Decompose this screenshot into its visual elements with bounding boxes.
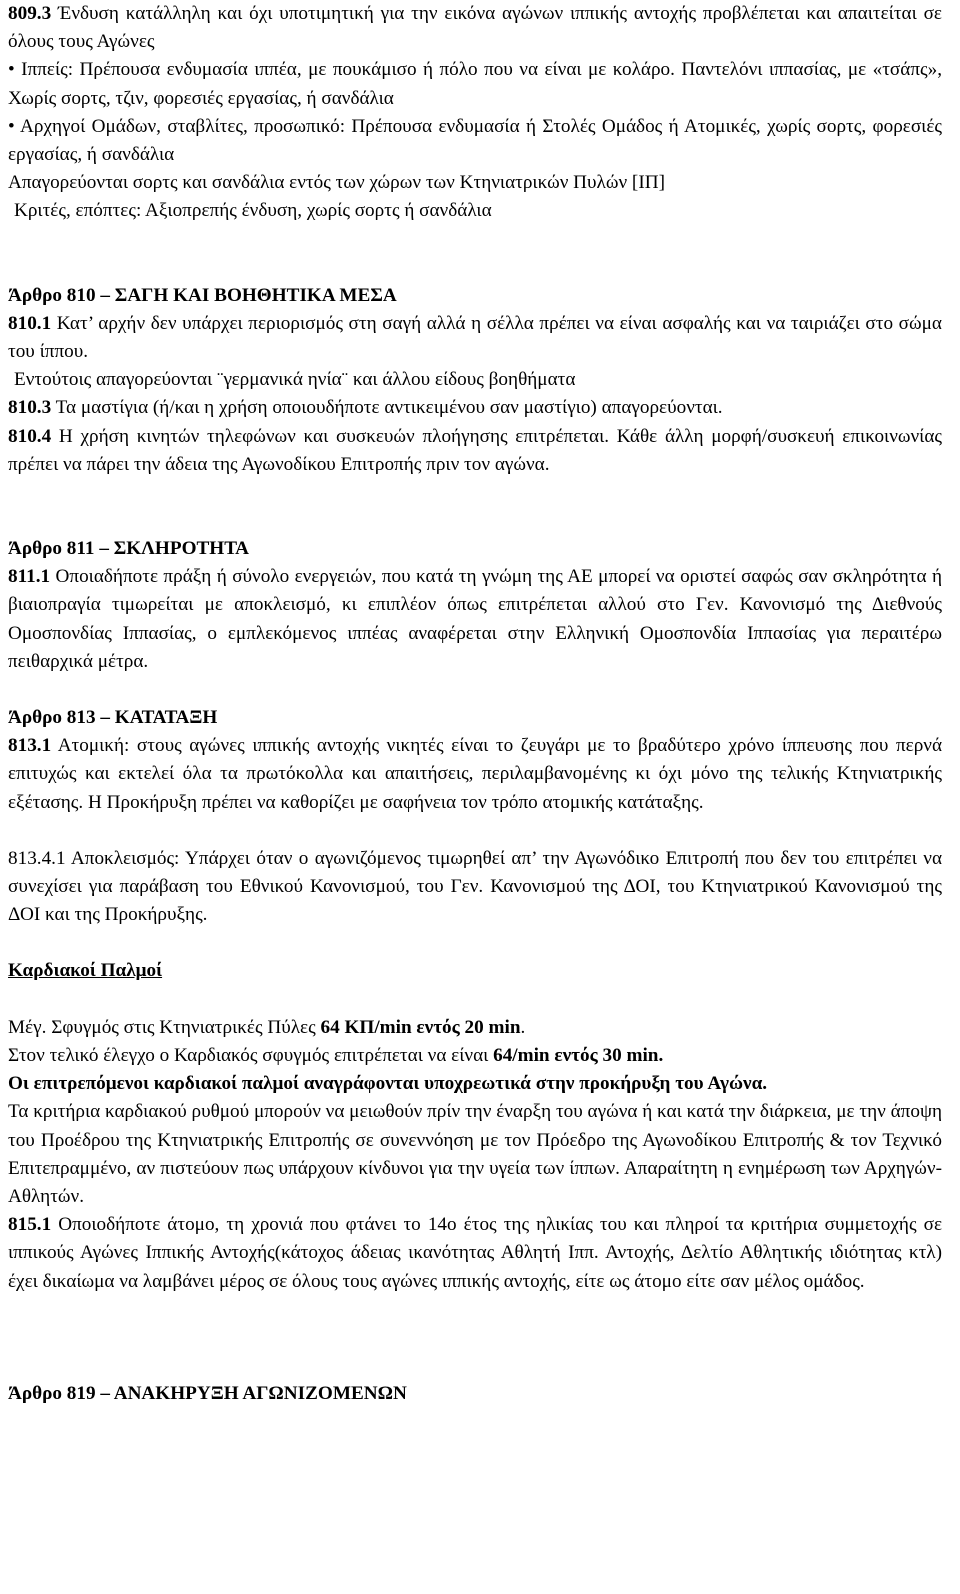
article-810-title: Άρθρο 810 – ΣΑΓΗ ΚΑΙ ΒΟΗΘΗΤΙΚΑ ΜΕΣΑ — [8, 284, 397, 306]
bullet-glyph: • — [8, 115, 21, 137]
paragraph-810-3 — [8, 394, 942, 422]
bullet-label: Ιππείς: — [21, 59, 74, 81]
paragraph-815-1 — [8, 1211, 942, 1296]
bullet-riders — [8, 56, 942, 112]
paragraph-810-1 — [8, 310, 942, 366]
clause-text: Ένδυση κατάλληλη και όχι υποτιμητική για την εικόνα αγώνων ιππικής αντοχής προβλέπεται και απαιτείται σε όλους τους Αγώνες — [8, 3, 942, 53]
max-pulse-text: Μέγ. Σφυγμός στις Κτηνιατρικές Πύλες — [8, 1016, 321, 1038]
mandatory-pulse-text: Οι επιτρεπόμενοι καρδιακοί παλμοί αναγράφονται υποχρεωτικά στην προκήρυξη του Αγώνα. — [8, 1073, 768, 1095]
clause-text: Η χρήση κινητών τηλεφώνων και συσκευών πλοήγησης επιτρέπεται. Κάθε άλλη μορφή/συσκευή επικοινωνίας πρέπει να πάρει την άδεια της Αγωνοδίκου Επιτροπής πριν τον αγώνα. — [8, 425, 942, 475]
final-pulse-text: Στον τελικό έλεγχο ο Καρδιακός σφυγμός επιτρέπεται να είναι — [8, 1044, 494, 1066]
clause-number: 811.1 — [8, 566, 51, 588]
article-811-title: Άρθρο 811 – ΣΚΛΗΡΟΤΗΤΑ — [8, 538, 250, 560]
bullet-team-leaders — [8, 113, 942, 169]
heart-rate-heading: Καρδιακοί Παλμοί — [8, 960, 163, 982]
article-819-title: Άρθρο 819 – ΑΝΑΚΗΡΥΞΗ ΑΓΩΝΙΖΟΜΕΝΩΝ — [8, 1382, 407, 1404]
judges-line: Κριτές, επόπτες: Αξιοπρεπής ένδυση, χωρίς σορτς ή σανδάλια — [14, 200, 492, 222]
clause-number: 810.1 — [8, 312, 52, 334]
prohibited-line: Απαγορεύονται σορτς και σανδάλια εντός των χώρων των Κτηνιατρικών Πυλών [ΙΠ] — [8, 172, 665, 194]
bullet-text: Πρέπουσα ενδυμασία ή Στολές Ομάδος ή Ατομικές, χωρίς σορτς, φορεσιές εργασίας, ή σανδάλια — [8, 115, 942, 166]
bullet-label: Αρχηγοί Ομάδων, σταβλίτες, προσωπικό: — [20, 115, 346, 137]
paragraph-813-1 — [8, 732, 942, 817]
clause-text: Οποιαδήποτε πράξη ή σύνολο ενεργειών, που κατά τη γνώμη της ΑΕ μπορεί να οριστεί σαφώς σαν σκληρότητα ή βιαιοπραγία τιμωρείται με αποκλεισμό, κι επιπλέον όπως επιτρέπεται αλλού στο Γεν. Κανονισμό της Διεθνούς Ομοσπονδίας Ιππασίας, ο εμπλεκόμενος ιππέας αναφέρεται στην Ελληνική Ομοσπονδία Ιππασίας για περαιτέρω πειθαρχικά μέτρα. — [8, 566, 942, 672]
final-pulse-value: 64/min εντός 30 min. — [493, 1044, 664, 1066]
clause-text: Κατ’ αρχήν δεν υπάρχει περιορισμός στη σαγή αλλά η σέλλα πρέπει να είναι ασφαλής και να ταιριάζει στο σώμα του ίππου. — [8, 312, 942, 363]
clause-number: 809.3 — [8, 3, 52, 24]
clause-number: 815.1 — [8, 1214, 52, 1236]
max-pulse-end: . — [520, 1016, 526, 1038]
paragraph-810-4 — [8, 423, 942, 479]
bullet-text: Πρέπουσα ενδυμασία ιππέα, με πουκάμισο ή πόλο που να είναι με κολάρο. Παντελόνι ιππασίας, με «τσάπς», Χωρίς σορτς, τζιν, φορεσιές εργασίας, ή σανδάλια — [8, 59, 942, 109]
max-pulse-line — [8, 1014, 942, 1042]
clause-number: 810.4 — [8, 425, 52, 447]
paragraph-809-3 — [8, 0, 942, 56]
pulse-criteria-paragraph: Τα κριτήρια καρδιακού ρυθμού μπορούν να μειωθούν πρίν την έναρξη του αγώνα ή και κατά την διάρκεια, με την άποψη του Προέδρου της Κτηνιατρικής Επιτροπής σε συνεννόηση με τον Πρόεδρο της Αγωνοδίκου Επιτροπής & τον Τεχνικό Επιτεπραμμένο, αν πιστεύουν πως υπάρχουν κίνδυνοι για την υγεία των ίππων. Απαραίτητη η ενημέρωση των Αρχηγών-Αθλητών. — [8, 1101, 943, 1207]
clause-text: Ατομική: στους αγώνες ιππικής αντοχής νικητές είναι το ζευγάρι με το βραδύτερο χρόνο ίππευσης που περνά επιτυχώς και εκτελεί όλα τα πρωτόκολλα και απαιτήσεις, περιλαμβανομένης κι όχι μόνο της τελικής Κτηνιατρικής εξέτασης. Η Προκήρυξη πρέπει να καθορίζει με σαφήνεια τον τρόπο ατομικής κατάταξης. — [8, 735, 942, 813]
bullet-glyph: • — [8, 59, 22, 81]
paragraph-810-1b: Εντούτοις απαγορεύονται ¨γερμανικά ηνία¨ και άλλου είδους βοηθήματα — [14, 369, 576, 391]
clause-text: Τα μαστίγια (ή/και η χρήση οποιουδήποτε αντικειμένου σαν μαστίγιο) απαγορεύονται. — [51, 397, 723, 419]
clause-text: Οποιοδήποτε άτομο, τη χρονιά που φτάνει το 14ο έτος της ηλικίας του και πληροί τα κριτήρια συμμετοχής σε ιππικούς Αγώνες Ιππικής Αντοχής(κάτοχος άδειας ικανότητας Αθλητή Ιππ. Αντοχής, Δελτίο Αθλητικής ιδιότητας κτλ) έχει δικαίωμα να λαμβάνει μέρος σε όλους τους αγώνες ιππικής αντοχής, είτε ως άτομο είτε σαν μέλος ομάδος. — [8, 1214, 942, 1292]
mandatory-pulse-note — [8, 1070, 942, 1098]
final-pulse-line — [8, 1042, 942, 1070]
clause-number: 810.3 — [8, 397, 52, 419]
max-pulse-value: 64 ΚΠ/min εντός 20 min — [320, 1016, 521, 1038]
paragraph-811-1 — [8, 563, 942, 676]
paragraph-813-4-1: 813.4.1 Αποκλεισμός: Υπάρχει όταν ο αγωνιζόμενος τιμωρηθεί απ’ την Αγωνόδικο Επιτροπή που δεν του επιτρέπει να συνεχίσει για παράβαση του Εθνικού Κανονισμού, του Γεν. Κανονισμού της ΔΟΙ, του Κτηνιατρικού Κανονισμού της ΔΟΙ και της Προκήρυξης. — [8, 847, 942, 926]
article-813-title: Άρθρο 813 – ΚΑΤΑΤΑΞΗ — [8, 707, 218, 729]
clause-number: 813.1 — [8, 735, 52, 757]
